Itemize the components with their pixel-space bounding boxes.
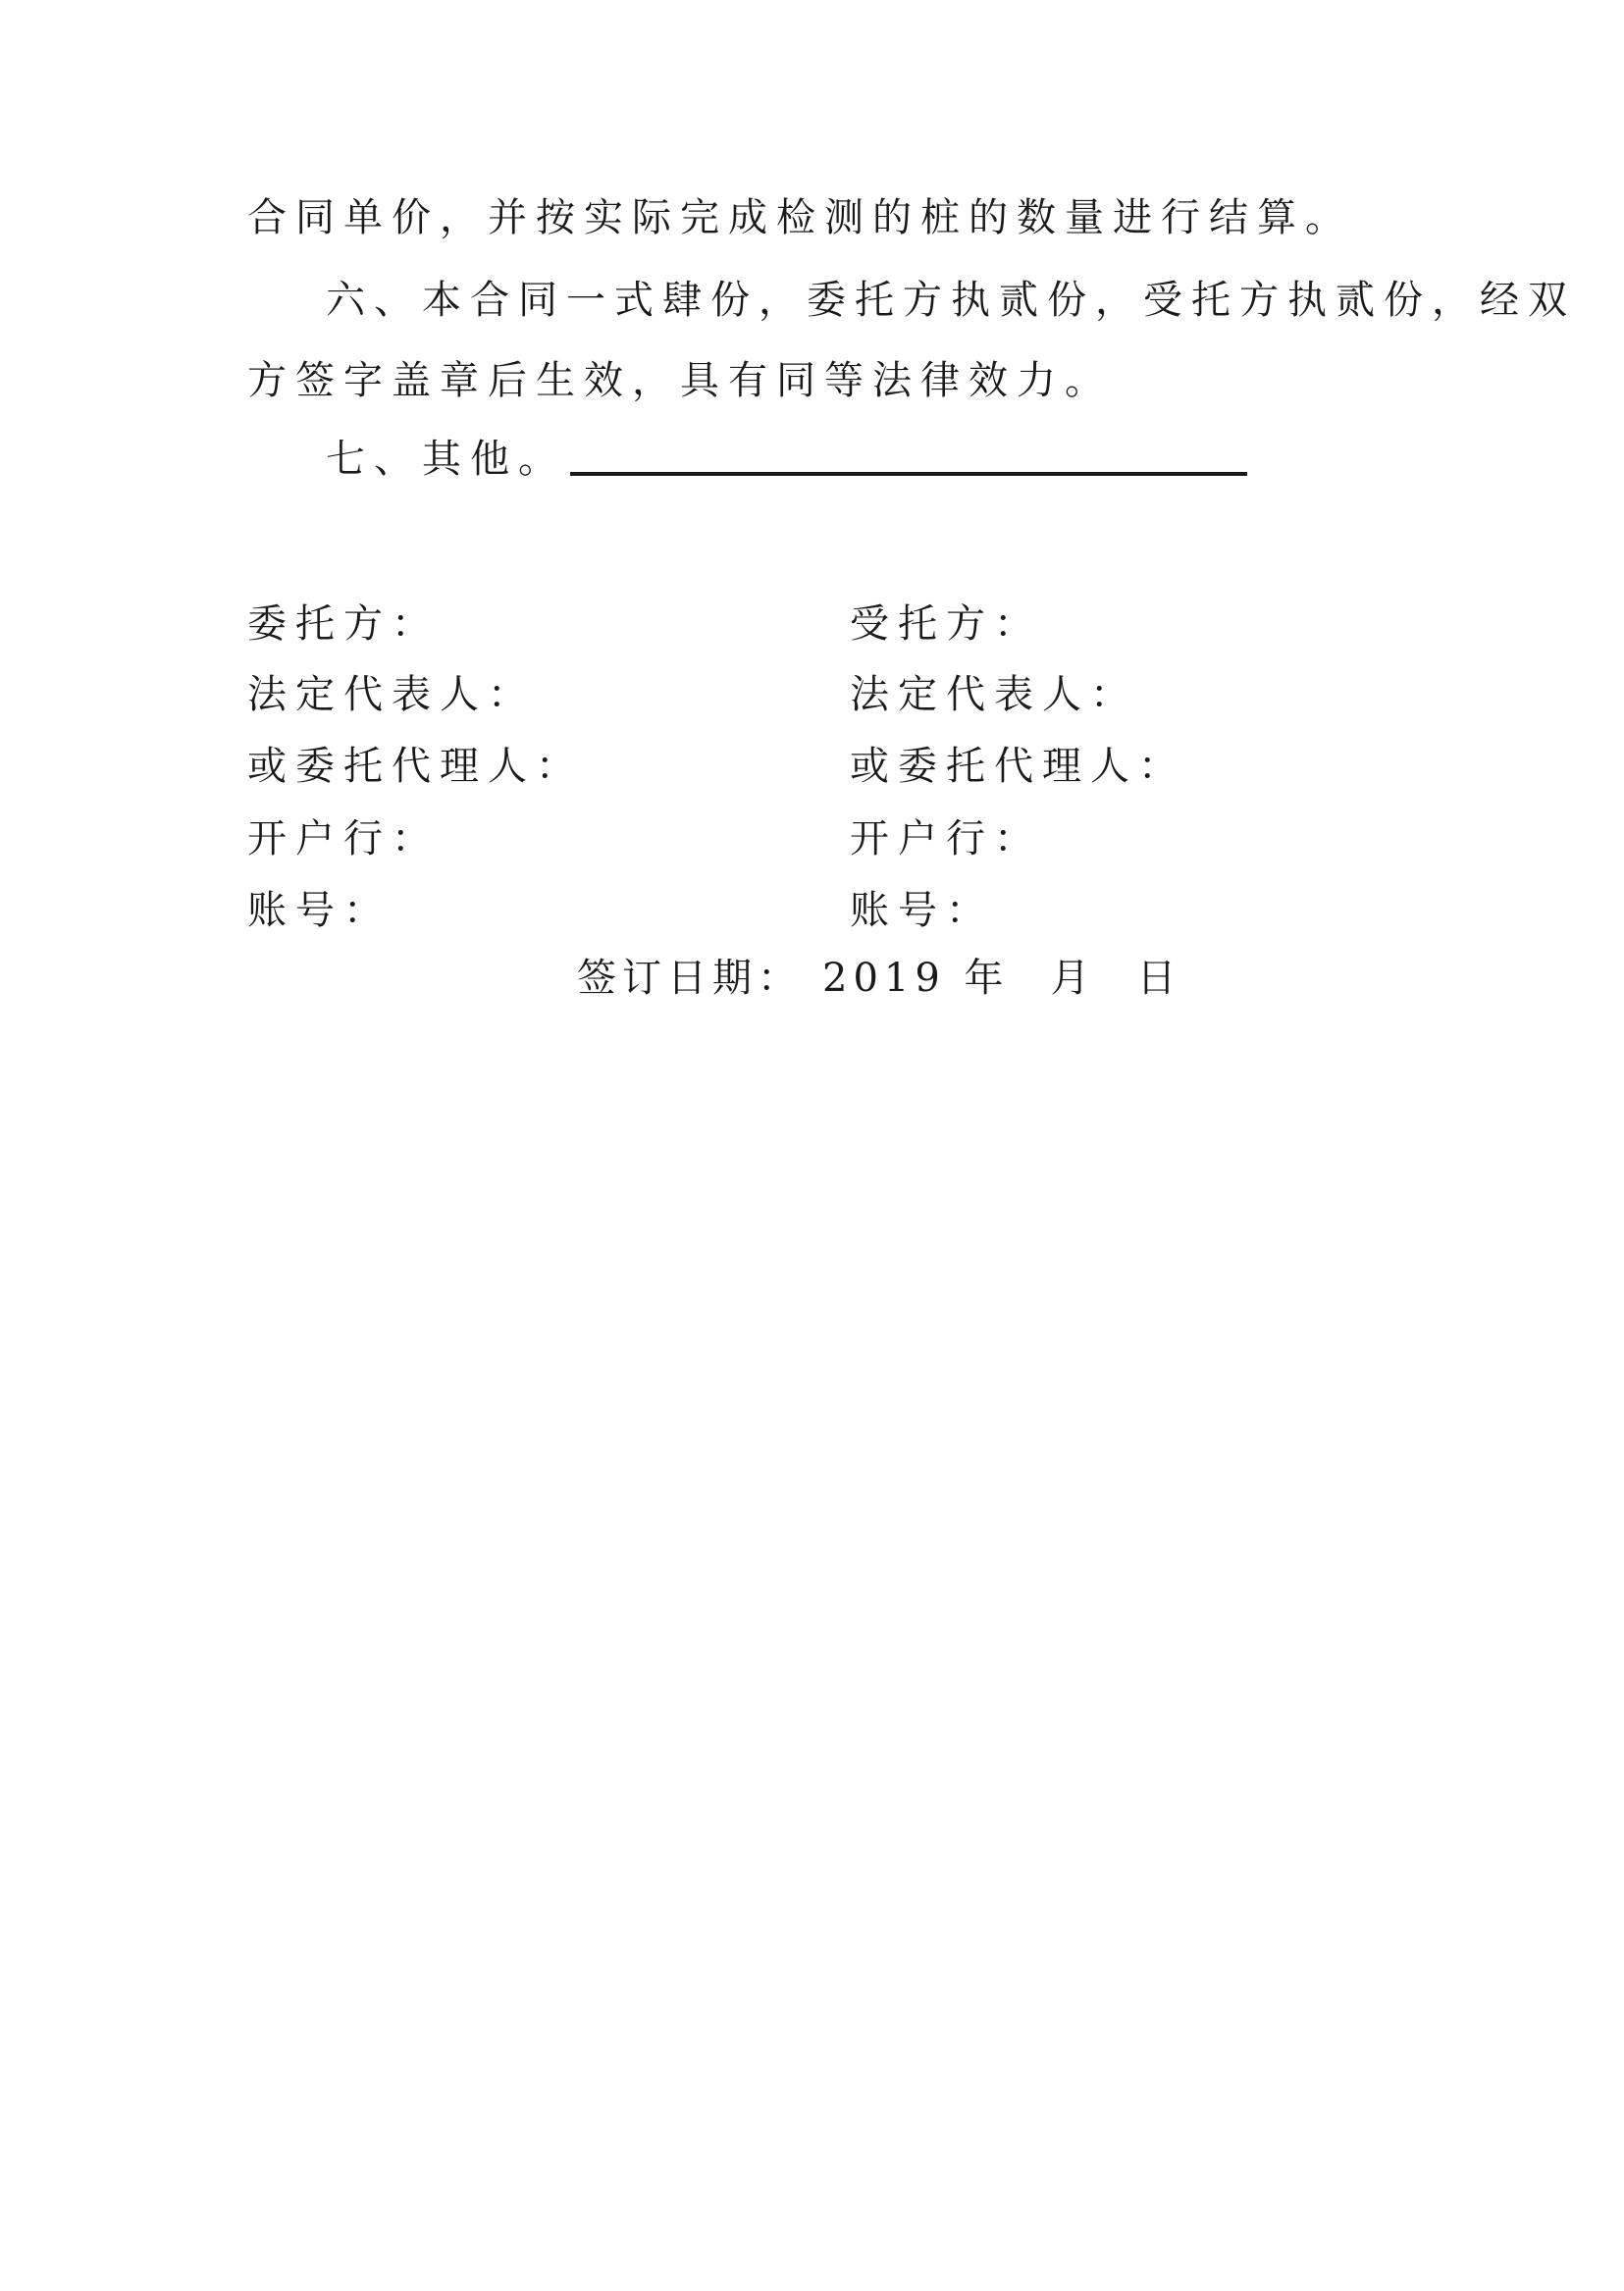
paragraph-copies: 六、本合同一式肆份，委托方执贰份，受托方执贰份，经双 <box>326 278 1576 323</box>
other-clause-label: 七、其他。 <box>326 437 566 482</box>
contractor-label: 受托方： <box>850 601 1042 647</box>
other-clause-blank-line <box>570 472 1247 476</box>
signing-date-year: 2019 年 <box>822 956 1010 1001</box>
signing-date-month: 月 <box>1050 956 1096 1001</box>
contractor-legal-rep-label: 法定代表人： <box>850 672 1138 717</box>
client-account-label: 账号： <box>247 888 392 933</box>
contractor-agent-label: 或委托代理人： <box>850 744 1186 789</box>
paragraph-other <box>326 437 1247 482</box>
contractor-account-label: 账号： <box>850 888 994 933</box>
client-agent-label: 或委托代理人： <box>247 744 584 789</box>
signing-date-day: 日 <box>1136 956 1182 1001</box>
paragraph-settlement: 合同单价，并按实际完成检测的桩的数量进行结算。 <box>247 195 1353 240</box>
signing-date <box>577 956 1182 1001</box>
client-legal-rep-label: 法定代表人： <box>247 672 536 717</box>
client-label: 委托方： <box>247 601 440 647</box>
signing-date-label: 签订日期： <box>577 956 803 1001</box>
client-bank-label: 开户行： <box>247 816 440 861</box>
contractor-bank-label: 开户行： <box>850 816 1042 861</box>
paragraph-effectiveness: 方签字盖章后生效，具有同等法律效力。 <box>247 358 1113 403</box>
